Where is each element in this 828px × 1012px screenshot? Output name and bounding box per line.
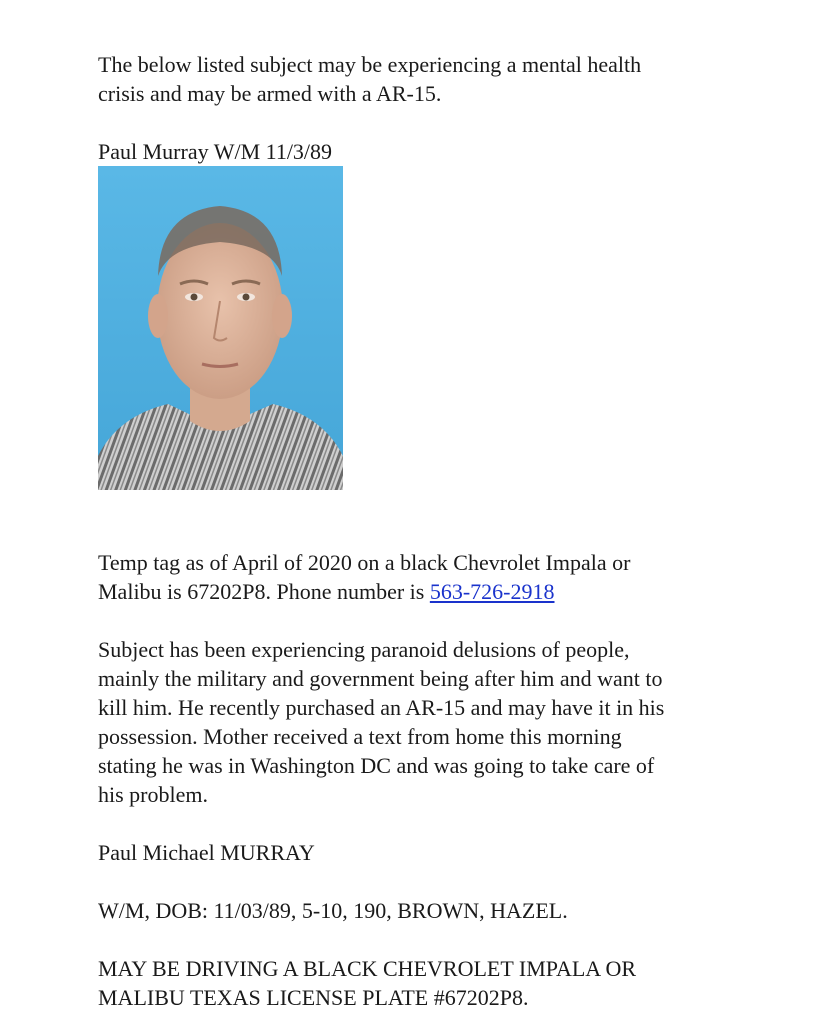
temp-tag-text: Temp tag as of April of 2020 on a black Chevrolet Impala or Malibu is 67202P8. Phone number is [98, 550, 631, 604]
phone-number-link[interactable]: 563-726-2918 [429, 579, 555, 604]
subject-name-line: Paul Murray W/M 11/3/89 [98, 139, 333, 164]
vehicle-notice: MAY BE DRIVING A BLACK CHEVROLET IMPALA OR MALIBU TEXAS LICENSE PLATE #67202P8. [98, 956, 637, 1010]
narrative-paragraph: Subject has been experiencing paranoid delusions of people, mainly the military and government being after him and want to kill him. He recently purchased an AR-15 and may have it in his possession. Mother received a text from home this morning stating he was in Washington DC and was going to take care of his problem. [98, 637, 665, 807]
intro-paragraph: The below listed subject may be experiencing a mental health crisis and may be armed with a AR-15. [98, 52, 642, 106]
bulletin-page [98, 50, 798, 1012]
temp-tag-paragraph [98, 548, 798, 606]
subject-photo [98, 166, 343, 490]
subject-descriptors: W/M, DOB: 11/03/89, 5-10, 190, BROWN, HAZEL. [98, 898, 568, 923]
subject-full-name: Paul Michael MURRAY [98, 840, 315, 865]
